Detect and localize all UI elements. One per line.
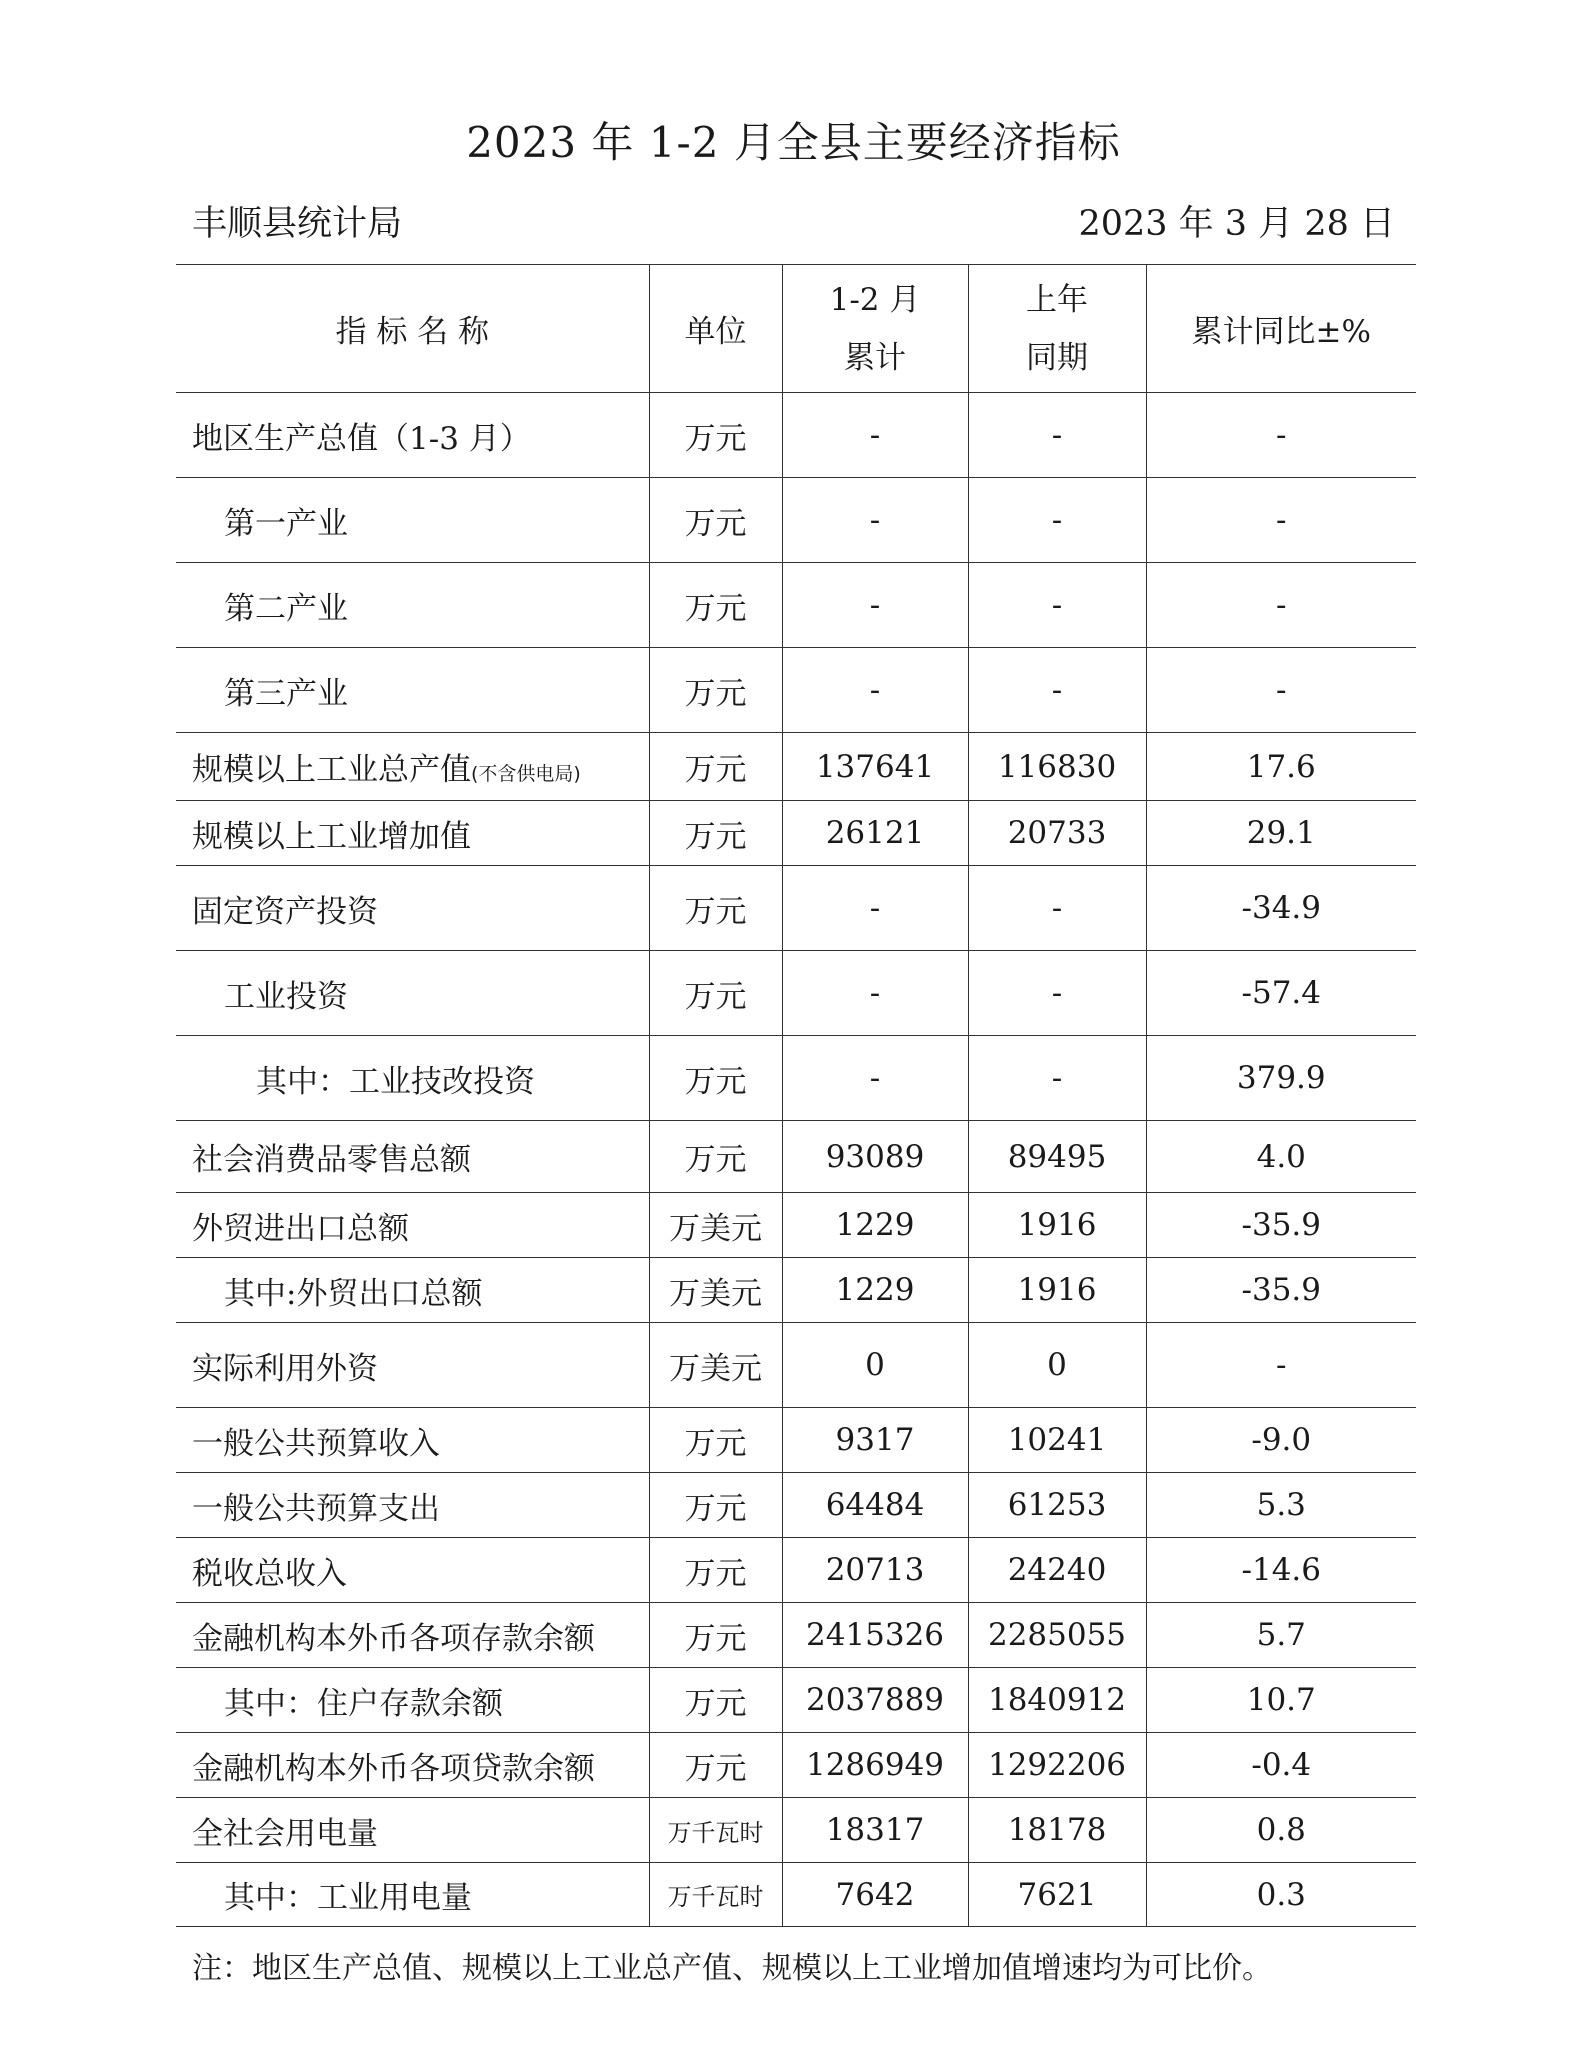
row-unit: 万元 xyxy=(649,866,782,951)
row-current: - xyxy=(782,563,968,648)
row-current: 9317 xyxy=(782,1408,968,1473)
row-change: 0.3 xyxy=(1146,1863,1416,1927)
row-current: - xyxy=(782,866,968,951)
row-change: -35.9 xyxy=(1146,1258,1416,1323)
header-current-line2: 累计 xyxy=(844,339,906,376)
table-row xyxy=(176,866,1416,951)
row-name xyxy=(176,733,649,801)
row-change: - xyxy=(1146,393,1416,478)
row-name: 金融机构本外币各项贷款余额 xyxy=(176,1733,649,1798)
row-unit: 万美元 xyxy=(649,1323,782,1408)
row-name: 固定资产投资 xyxy=(176,866,649,951)
row-unit: 万元 xyxy=(649,1121,782,1193)
row-current: 2415326 xyxy=(782,1603,968,1668)
row-name: 其中：住户存款余额 xyxy=(176,1668,649,1733)
row-name: 社会消费品零售总额 xyxy=(176,1121,649,1193)
row-unit: 万千瓦时 xyxy=(649,1798,782,1863)
row-change: - xyxy=(1146,1323,1416,1408)
row-name-note: (不含供电局) xyxy=(471,763,581,785)
row-name: 第三产业 xyxy=(176,648,649,733)
header-previous xyxy=(968,265,1146,393)
row-current: 1229 xyxy=(782,1193,968,1258)
row-unit: 万美元 xyxy=(649,1193,782,1258)
row-previous: - xyxy=(968,478,1146,563)
row-current: 93089 xyxy=(782,1121,968,1193)
row-previous: 1916 xyxy=(968,1258,1146,1323)
row-previous: 89495 xyxy=(968,1121,1146,1193)
row-previous: 24240 xyxy=(968,1538,1146,1603)
row-name: 其中:外贸出口总额 xyxy=(176,1258,649,1323)
row-previous: - xyxy=(968,563,1146,648)
row-unit: 万元 xyxy=(649,1036,782,1121)
row-previous: - xyxy=(968,866,1146,951)
table-row xyxy=(176,1863,1416,1927)
row-previous: 20733 xyxy=(968,801,1146,866)
issuer-label: 丰顺县统计局 xyxy=(192,204,403,244)
row-previous: - xyxy=(968,951,1146,1036)
row-current: 18317 xyxy=(782,1798,968,1863)
row-name: 第二产业 xyxy=(176,563,649,648)
row-previous: - xyxy=(968,393,1146,478)
row-previous: 7621 xyxy=(968,1863,1146,1927)
row-previous: - xyxy=(968,648,1146,733)
row-name: 第一产业 xyxy=(176,478,649,563)
row-previous: 1292206 xyxy=(968,1733,1146,1798)
row-current: 20713 xyxy=(782,1538,968,1603)
row-change: 10.7 xyxy=(1146,1668,1416,1733)
row-current: - xyxy=(782,648,968,733)
row-current: 64484 xyxy=(782,1473,968,1538)
row-previous: 61253 xyxy=(968,1473,1146,1538)
header-row xyxy=(176,265,1416,393)
header-current-line1: 1-2 月 xyxy=(829,281,921,318)
row-name: 一般公共预算收入 xyxy=(176,1408,649,1473)
row-name: 外贸进出口总额 xyxy=(176,1193,649,1258)
header-previous-line1: 上年 xyxy=(1026,281,1088,318)
row-current: - xyxy=(782,1036,968,1121)
row-unit: 万元 xyxy=(649,951,782,1036)
row-previous: - xyxy=(968,1036,1146,1121)
header-unit: 单位 xyxy=(649,265,782,393)
row-current: - xyxy=(782,478,968,563)
table-row xyxy=(176,648,1416,733)
table-row xyxy=(176,1193,1416,1258)
row-name: 实际利用外资 xyxy=(176,1323,649,1408)
table-row xyxy=(176,1603,1416,1668)
row-unit: 万元 xyxy=(649,393,782,478)
row-change: 379.9 xyxy=(1146,1036,1416,1121)
row-current: 7642 xyxy=(782,1863,968,1927)
row-change: 0.8 xyxy=(1146,1798,1416,1863)
row-change: 4.0 xyxy=(1146,1121,1416,1193)
row-name: 一般公共预算支出 xyxy=(176,1473,649,1538)
table-row xyxy=(176,1408,1416,1473)
indicators-table xyxy=(176,264,1416,1927)
footnote: 注：地区生产总值、规模以上工业总产值、规模以上工业增加值增速均为可比价。 xyxy=(192,1951,1272,1986)
row-unit: 万美元 xyxy=(649,1258,782,1323)
table-row xyxy=(176,951,1416,1036)
row-unit: 万元 xyxy=(649,648,782,733)
row-name: 规模以上工业增加值 xyxy=(176,801,649,866)
row-unit: 万千瓦时 xyxy=(649,1863,782,1927)
row-name: 其中：工业用电量 xyxy=(176,1863,649,1927)
row-previous: 0 xyxy=(968,1323,1146,1408)
row-current: 1229 xyxy=(782,1258,968,1323)
row-previous: 18178 xyxy=(968,1798,1146,1863)
row-change: 5.3 xyxy=(1146,1473,1416,1538)
row-unit: 万元 xyxy=(649,1473,782,1538)
table-row xyxy=(176,1473,1416,1538)
row-previous: 2285055 xyxy=(968,1603,1146,1668)
row-unit: 万元 xyxy=(649,1538,782,1603)
table-row xyxy=(176,1733,1416,1798)
row-change: 17.6 xyxy=(1146,733,1416,801)
row-change: -34.9 xyxy=(1146,866,1416,951)
row-unit: 万元 xyxy=(649,1733,782,1798)
row-change: 29.1 xyxy=(1146,801,1416,866)
table-row xyxy=(176,1538,1416,1603)
row-name: 金融机构本外币各项存款余额 xyxy=(176,1603,649,1668)
row-change: -57.4 xyxy=(1146,951,1416,1036)
table-row xyxy=(176,1668,1416,1733)
row-name-text: 规模以上工业总产值 xyxy=(192,752,471,788)
row-current: 0 xyxy=(782,1323,968,1408)
report-date: 2023 年 3 月 28 日 xyxy=(1078,204,1395,244)
table-row xyxy=(176,1121,1416,1193)
row-unit: 万元 xyxy=(649,478,782,563)
row-previous: 116830 xyxy=(968,733,1146,801)
row-previous: 1916 xyxy=(968,1193,1146,1258)
row-unit: 万元 xyxy=(649,1408,782,1473)
table-row xyxy=(176,1258,1416,1323)
row-name: 全社会用电量 xyxy=(176,1798,649,1863)
row-change: 5.7 xyxy=(1146,1603,1416,1668)
row-change: - xyxy=(1146,563,1416,648)
table-row xyxy=(176,733,1416,801)
table-row xyxy=(176,393,1416,478)
table-row xyxy=(176,478,1416,563)
row-name: 其中：工业技改投资 xyxy=(176,1036,649,1121)
row-current: - xyxy=(782,393,968,478)
row-change: -14.6 xyxy=(1146,1538,1416,1603)
header-current xyxy=(782,265,968,393)
row-current: - xyxy=(782,951,968,1036)
row-unit: 万元 xyxy=(649,1603,782,1668)
row-unit: 万元 xyxy=(649,563,782,648)
row-unit: 万元 xyxy=(649,733,782,801)
row-unit: 万元 xyxy=(649,801,782,866)
row-change: -9.0 xyxy=(1146,1408,1416,1473)
row-change: -35.9 xyxy=(1146,1193,1416,1258)
row-change: - xyxy=(1146,478,1416,563)
row-previous: 10241 xyxy=(968,1408,1146,1473)
header-change: 累计同比±% xyxy=(1146,265,1416,393)
table-row xyxy=(176,1798,1416,1863)
table-row xyxy=(176,1036,1416,1121)
row-unit: 万元 xyxy=(649,1668,782,1733)
document-title: 2023 年 1-2 月全县主要经济指标 xyxy=(466,118,1121,167)
row-name: 税收总收入 xyxy=(176,1538,649,1603)
row-current: 26121 xyxy=(782,801,968,866)
table-row xyxy=(176,1323,1416,1408)
row-name: 地区生产总值（1-3 月） xyxy=(176,393,649,478)
row-change: - xyxy=(1146,648,1416,733)
row-previous: 1840912 xyxy=(968,1668,1146,1733)
row-current: 1286949 xyxy=(782,1733,968,1798)
row-current: 137641 xyxy=(782,733,968,801)
row-change: -0.4 xyxy=(1146,1733,1416,1798)
table-row xyxy=(176,563,1416,648)
row-name: 工业投资 xyxy=(176,951,649,1036)
header-name: 指 标 名 称 xyxy=(176,265,649,393)
header-previous-line2: 同期 xyxy=(1026,339,1088,376)
table-row xyxy=(176,801,1416,866)
row-current: 2037889 xyxy=(782,1668,968,1733)
